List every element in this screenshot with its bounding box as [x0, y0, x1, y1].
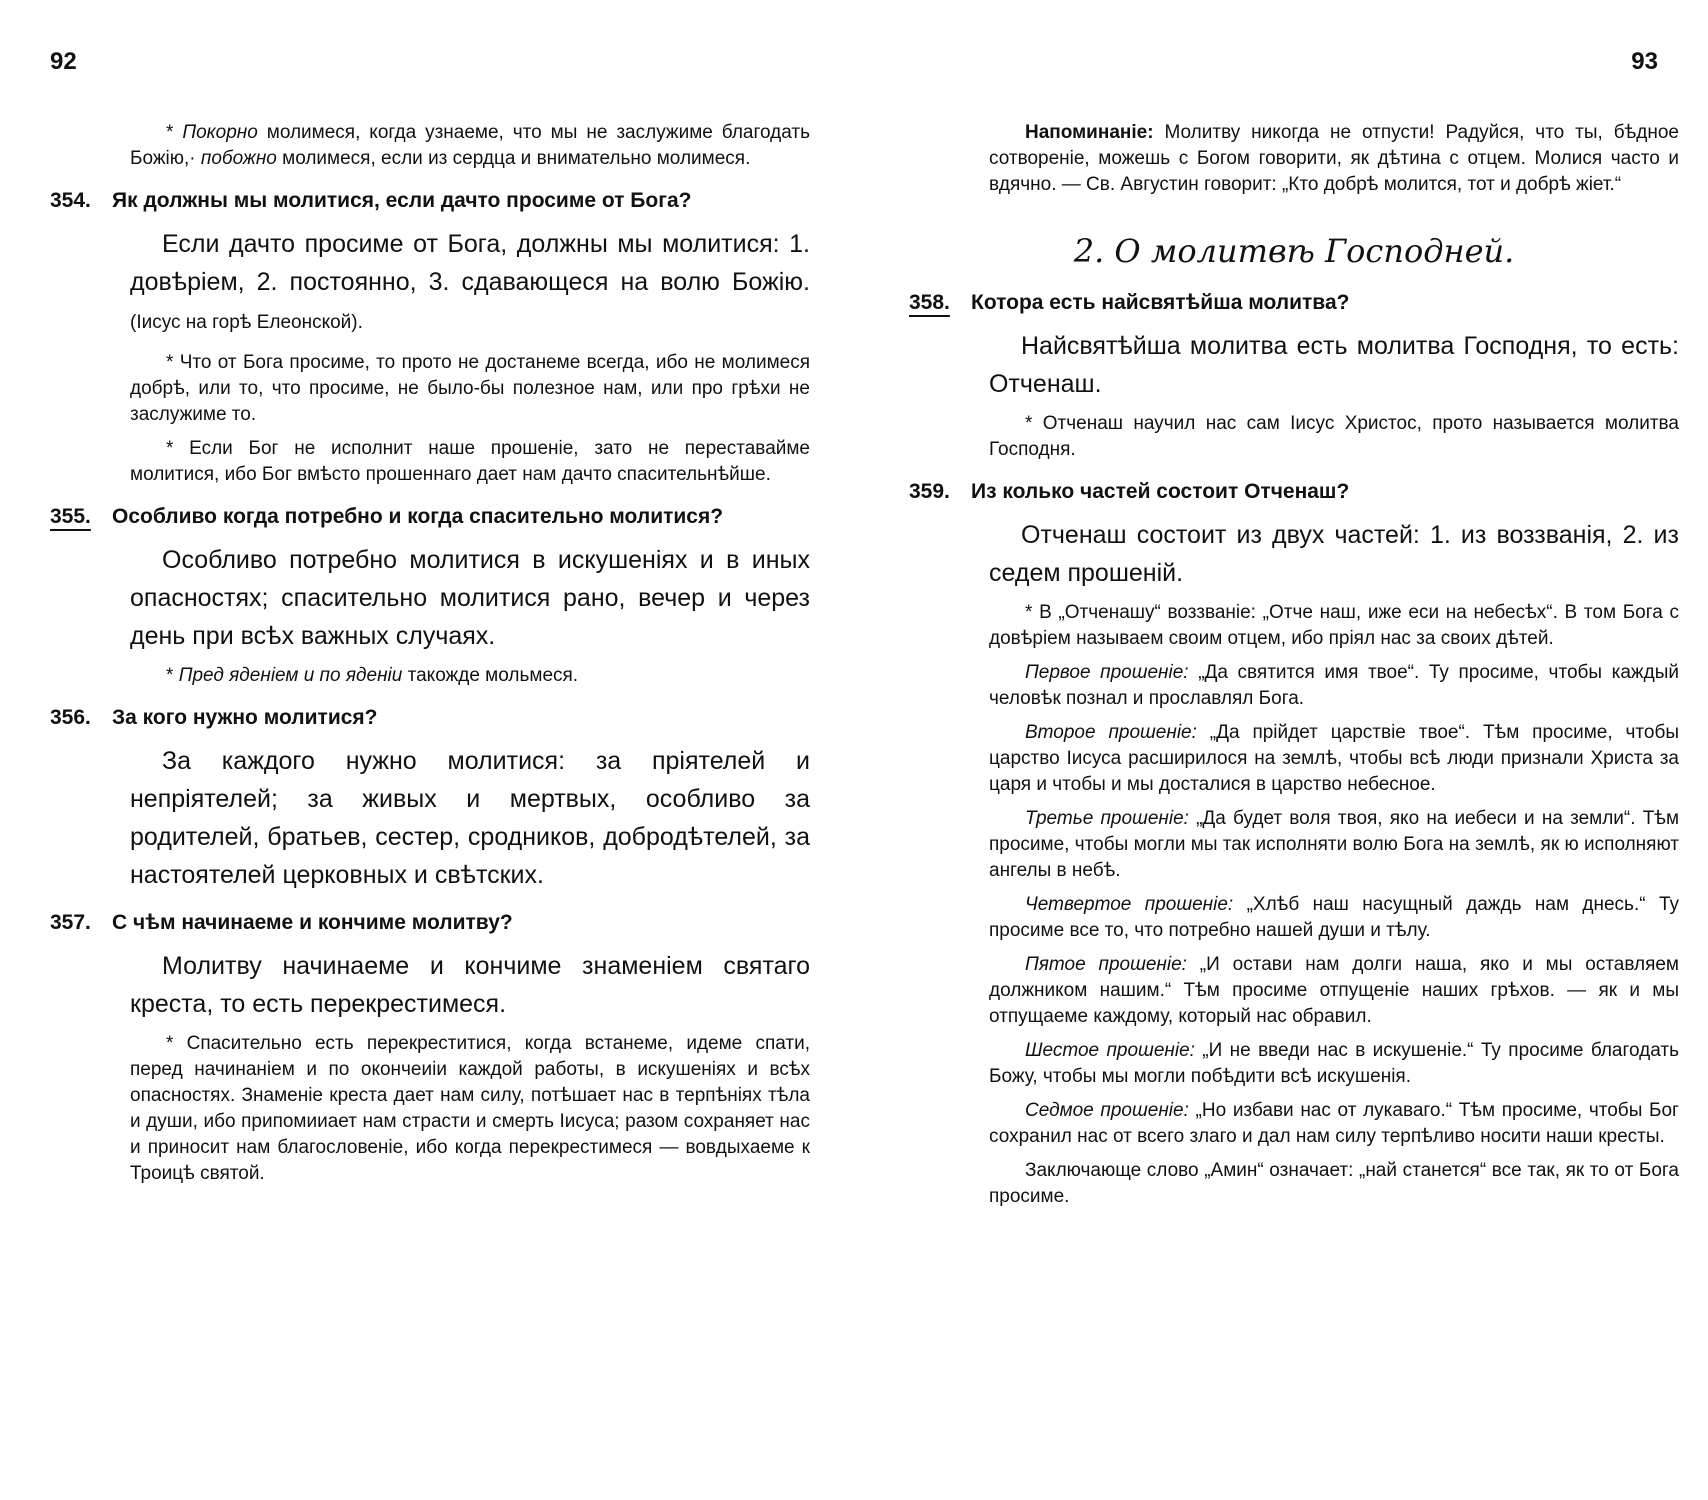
reminder-label: Напоминаніе:: [1025, 122, 1154, 143]
note-358: * Отченаш научил нас сам Іисус Христос, прото называется молитва Господня.: [989, 413, 1679, 460]
note-text: молимеся, если из сердца и внимательно молимеся.: [276, 148, 751, 169]
note-emphasis: Пред яденіем и по яденіи: [178, 665, 403, 686]
note-354-2: * Если Бог не исполнит наше прошеніе, зато не переставайме молитися, ибо Бог вмѣсто прошеннаго дает нам дачто спасительнѣйше.: [130, 438, 810, 485]
note-359-intro: * В „Отченашу“ воззваніе: „Отче наш, иже еси на небесѣх“. В том Бога с довѣріем называем своим отцем, ибо пріял нас за своих дѣтей.: [989, 602, 1679, 649]
petition-label: Седмое прошеніе:: [1025, 1100, 1189, 1121]
petition-1: [909, 660, 1679, 712]
amen-note: Заключающе слово „Амин“ означает: „най станется“ все так, як то от Бога просиме.: [989, 1160, 1679, 1207]
answer-354: [50, 225, 810, 342]
note-emphasis: побожно: [200, 148, 277, 169]
question-text: С чѣм начинаеме и кончиме молитву?: [112, 911, 513, 934]
answer-359: Отченаш состоит из двух частей: 1. из воззванія, 2. из седем прошеній.: [989, 521, 1679, 587]
petition-text: „Да святится имя твое“. Ту просиме, чтобы каждый человѣк познал и прославлял Бога.: [989, 662, 1680, 709]
question-number: 356.: [50, 706, 91, 729]
petition-7: [909, 1098, 1679, 1150]
page-number: 93: [1631, 48, 1658, 75]
petition-6: [909, 1038, 1679, 1090]
answer-357: Молитву начинаеме и кончиме знаменіем святаго креста, то есть перекрестимеся.: [130, 952, 810, 1018]
question-text: Из колько частей состоит Отченаш?: [971, 480, 1350, 503]
note-355: * Пред яденіем и по яденіи такожде мольмеся.: [166, 665, 579, 686]
answer-aside: (Іисус на горѣ Елеонской).: [130, 312, 363, 333]
petition-text: „Хлѣб наш насущный даждь нам днесь.“ Ту просиме все то, что потребно нашей души и тѣлу.: [989, 894, 1679, 941]
question-number: 359.: [909, 480, 950, 503]
intro-note: * Покорно молимеся, когда узнаеме, что мы не заслужиме благодать Божію,· побожно молимеся, если из сердца и внимательно молимеся.: [130, 122, 810, 169]
question-text: За кого нужно молитися?: [112, 706, 378, 729]
answer-358: Найсвятѣйша молитва есть молитва Господня, то есть: Отченаш.: [989, 332, 1679, 398]
petition-text: „И остави нам долги наша, яко и мы оставляем должником нашим.“ Тѣм просиме отпущеніе наших грѣхов. — як и мы отпущаеме каждому, который нас обравил.: [989, 954, 1679, 1027]
note-text: такожде мольмеся.: [402, 665, 579, 686]
petition-label: Четвертое прошеніе:: [1025, 894, 1234, 915]
petition-label: Второе прошеніе:: [1025, 722, 1197, 743]
petition-2: [909, 720, 1679, 798]
right-column: [909, 120, 1679, 1218]
petition-4: [909, 892, 1679, 944]
petition-label: Первое прошеніе:: [1025, 662, 1189, 683]
question-354: [50, 186, 810, 215]
answer-text: Если дачто просиме от Бога, должны мы молитися: 1. довѣріем, 2. постоянно, 3. сдавающеся на волю Божію.: [130, 230, 810, 296]
note-emphasis: Покорно: [182, 122, 258, 143]
question-text: Особливо когда потребно и когда спасительно молитися?: [112, 505, 724, 528]
reminder-note: [909, 120, 1679, 198]
question-text: Котора есть найсвятѣйша молитва?: [971, 291, 1350, 314]
petition-text: „И не введи нас в искушеніе.“ Ту просиме благодать Божу, чтобы мы могли побѣдити всѣ искушенія.: [989, 1040, 1680, 1087]
note-text: молимеся, когда узнаеме, что мы не заслужиме благодать Божію,·: [130, 122, 810, 169]
question-number: 354.: [50, 189, 91, 212]
answer-356: За каждого нужно молитися: за пріятелей и непріятелей; за живых и мертвых, особливо за родителей, братьев, сестер, сродников, добродѣтелей, за настоятелей церковных и свѣтских.: [130, 747, 810, 889]
note-357: * Спасительно есть перекреститися, когда встанеме, идеме спати, перед начинаніем и по окончеиіи каждой работы, в искушеніях и всѣх опасностях. Знаменіе креста дает нам силу, потѣшает нас в терпѣніях тѣла и души, ибо припомииает нам страсти и смерть Іисуса; разом сохраняет нас и приносит нам благословеніе, ибо когда перекрестимеся — вовдыхаеме к Троицѣ святой.: [130, 1033, 810, 1184]
petition-label: Третье прошеніе:: [1025, 808, 1189, 829]
question-number: 358.: [909, 291, 950, 314]
left-column: [50, 120, 810, 1195]
page-number: 92: [50, 48, 77, 75]
section-title: 2. О молитвѣ Господней.: [1073, 232, 1515, 270]
petition-text: „Да прійдет царствіе твое“. Тѣм просиме, чтобы царство Іисуса расширилося на землѣ, чтобы всѣ люди признали Христа за царя и чтобы и мы досталися в царство небесное.: [989, 722, 1679, 795]
question-359: [909, 477, 1679, 506]
note-354-1: * Что от Бога просиме, то прото не достанеме всегда, ибо не молимеся добрѣ, или то, что просиме, не было-бы полезное нам, или про грѣхи не заслужиме то.: [130, 352, 810, 425]
petition-text: „Да будет воля твоя, яко на иебеси и на земли“. Тѣм просиме, чтобы могли мы так исполняти волю Бога на землѣ, як ю исполняют ангелы в небѣ.: [989, 808, 1680, 881]
petition-text: „Но избави нас от лукаваго.“ Тѣм просиме, чтобы Бог сохранил нас от всего злаго и дал нам силу терпѣливо носити наши кресты.: [989, 1100, 1679, 1147]
petition-label: Шестое прошеніе:: [1025, 1040, 1195, 1061]
question-text: Як должны мы молитися, если дачто просиме от Бога?: [112, 189, 692, 212]
question-357: [50, 908, 810, 937]
question-number: 355.: [50, 505, 91, 528]
reminder-text: Молитву никогда не отпусти! Радуйся, что ты, бѣдное сотвореніе, можешь с Богом говорити, як дѣтина с отцем. Молися часто и вдячно. — Св. Августин говорит: „Кто добрѣ молится, тот и добрѣ жіет.“: [989, 122, 1679, 195]
question-358: [909, 288, 1679, 317]
question-number: 357.: [50, 911, 91, 934]
petition-3: [909, 806, 1679, 884]
question-356: [50, 703, 810, 732]
question-355: [50, 502, 810, 531]
right-page: [854, 0, 1708, 1500]
petition-5: [909, 952, 1679, 1030]
petition-label: Пятое прошеніе:: [1025, 954, 1187, 975]
answer-355: Особливо потребно молитися в искушеніях и в иных опасностях; спасительно молитися рано, вечер и через день при всѣх важных случаях.: [130, 546, 810, 650]
